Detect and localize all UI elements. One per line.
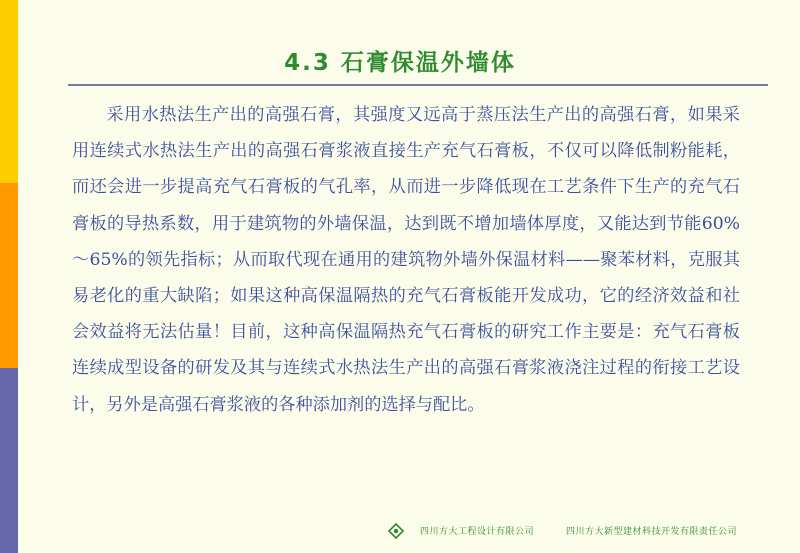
footer — [0, 520, 800, 544]
body-paragraph: 采用水热法生产出的高强石膏，其强度又远高于蒸压法生产出的高强石膏，如果采用连续式水热法生产出的高强石膏浆液直接生产充气石膏板，不仅可以降低制粉能耗，而还会进一步提高充气石膏板的气孔率，从而进一步降低现在工艺条件下生产的充气石膏板的导热系数，用于建筑物的外墙保温，达到既不增加墙体厚度，又能达到节能60%～65%的领先指标；从而取代现在通用的建筑物外墙外保温材料——聚苯材料，克服其易老化的重大缺陷；如果这种高保温隔热的充气石膏板能开发成功，它的经济效益和社会效益将无法估量！目前，这种高保温隔热充气石膏板的研究工作主要是：充气石膏板连续成型设备的研发及其与连续式水热法生产出的高强石膏浆液浇注过程的衔接工艺设计，另外是高强石膏浆液的各种添加剂的选择与配比。 — [72, 105, 740, 415]
slide-title: 4.3 石膏保温外墙体 — [284, 50, 516, 76]
company-logo-icon — [386, 522, 406, 540]
side-strip-yellow — [0, 0, 18, 183]
side-strip-orange — [0, 183, 18, 368]
title-divider — [68, 84, 768, 86]
footer-company-1: 四川方大工程设计有限公司 — [420, 527, 535, 537]
footer-company-2: 四川方大新型建材科技开发有限责任公司 — [566, 527, 738, 537]
